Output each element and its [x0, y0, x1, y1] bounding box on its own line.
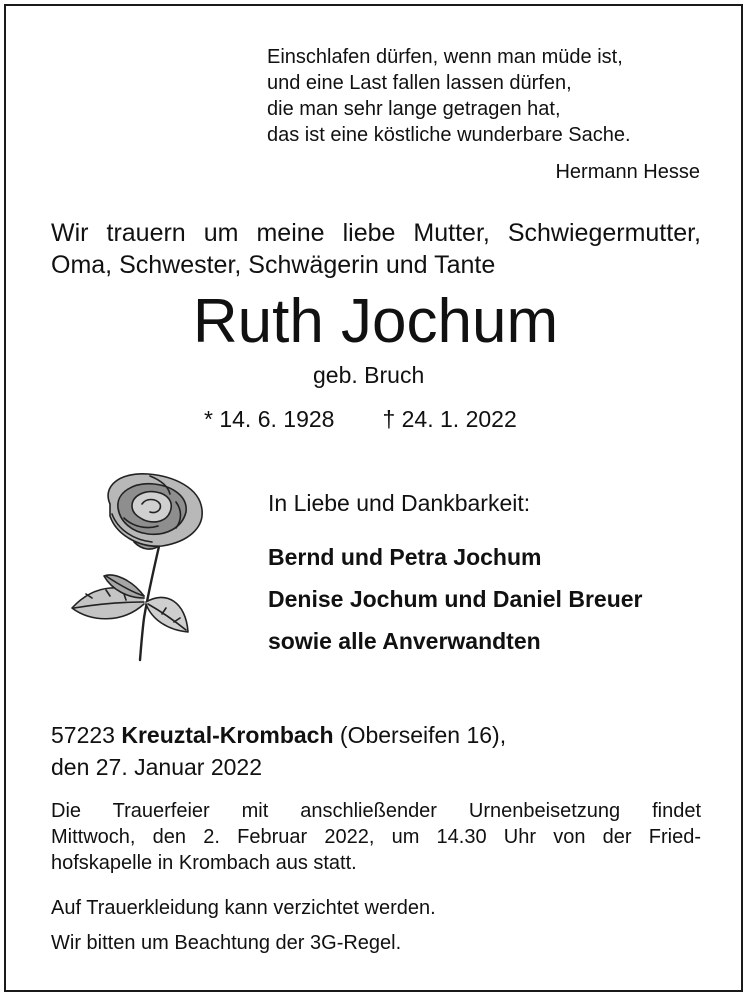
- intro-line: Oma, Schwester, Schwägerin und Tante: [51, 251, 496, 279]
- funeral-line: Die Trauerfeier mit anschließender Urnenbeisetzung findet: [51, 800, 701, 822]
- rose-icon: [62, 468, 206, 664]
- poem-line: und eine Last fallen lassen dürfen,: [267, 72, 572, 94]
- mourner-name: Bernd und Petra Jochum: [268, 544, 542, 570]
- funeral-line: hofskapelle in Krombach aus statt.: [51, 852, 357, 874]
- dress-code-note: Auf Trauerkleidung kann verzichtet werden.: [51, 897, 436, 919]
- deceased-name: Ruth Jochum: [192, 287, 559, 356]
- mourner-name: sowie alle Anverwandten: [268, 628, 541, 654]
- maiden-name: geb. Bruch: [313, 362, 425, 388]
- place-and-date: [51, 719, 506, 783]
- town-name: Kreuztal-Krombach: [121, 722, 334, 748]
- poem-line: Einschlafen dürfen, wenn man müde ist,: [267, 46, 623, 68]
- poem-line: die man sehr lange getragen hat,: [267, 98, 561, 120]
- address-line: [51, 719, 506, 751]
- funeral-line: Mittwoch, den 2. Februar 2022, um 14.30 Uhr von der Fried-: [51, 826, 701, 848]
- 3g-rule-note: Wir bitten um Beachtung der 3G-Regel.: [51, 932, 402, 954]
- birth-date: * 14. 6. 1928: [204, 406, 335, 432]
- zip-code: 57223: [51, 722, 115, 748]
- poem-author: Hermann Hesse: [555, 161, 700, 183]
- poem-line: das ist eine köstliche wunderbare Sache.: [267, 124, 631, 146]
- street-address: (Oberseifen 16),: [339, 722, 507, 748]
- poem: [267, 44, 703, 148]
- intro-line: Wir trauern um meine liebe Mutter, Schwiegermutter,: [51, 219, 701, 247]
- notice-date: den 27. Januar 2022: [51, 754, 263, 780]
- thanks-line: In Liebe und Dankbarkeit:: [268, 490, 531, 516]
- funeral-notice: [51, 798, 701, 876]
- mourners-list: [268, 536, 642, 662]
- death-date: † 24. 1. 2022: [382, 406, 517, 432]
- life-dates: [204, 406, 517, 433]
- mourner-name: Denise Jochum und Daniel Breuer: [268, 586, 643, 612]
- intro-text: [51, 217, 701, 281]
